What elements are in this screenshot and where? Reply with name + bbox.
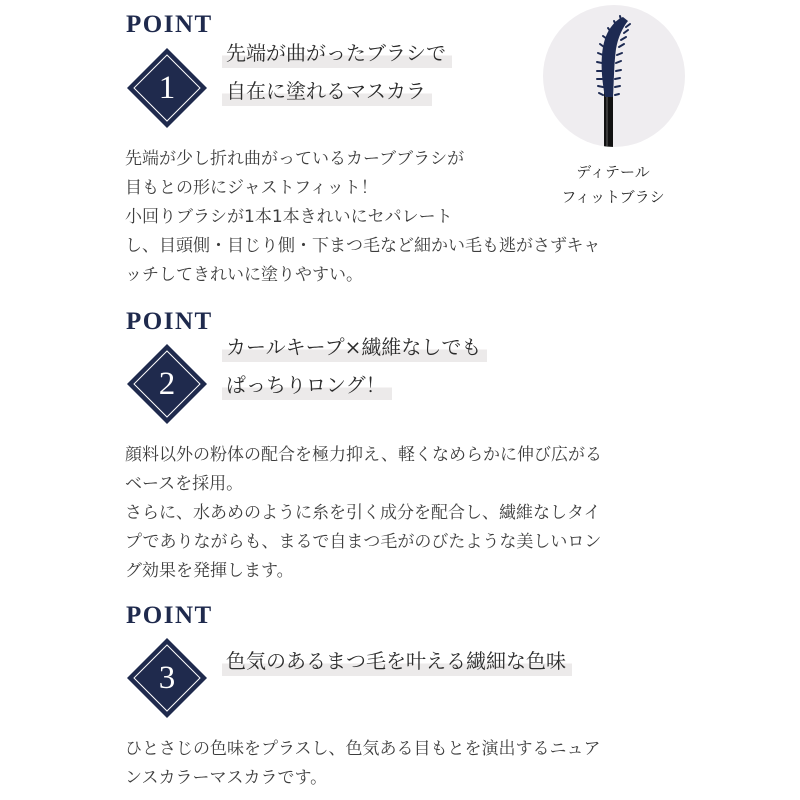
point-2-body-line: さらに、水あめのように糸を引く成分を配合し、繊維なしタイ xyxy=(125,503,601,523)
point-1-body-line: し、目頭側・目じり側・下まつ毛など細かい毛も逃がさずキャ xyxy=(125,236,601,256)
point-1-body xyxy=(125,145,600,290)
point-2-headline-line-1: カールキープ×繊維なしでも xyxy=(222,334,487,362)
point-1-body-line: 小回りブラシが1本1本きれいにセパレート xyxy=(125,207,453,227)
point-1-body-line: 目もとの形にジャストフィット！ xyxy=(125,178,378,198)
point-3-body-line: ンスカラーマスカラです。 xyxy=(125,768,328,788)
point-2-label: POINT xyxy=(126,308,213,335)
point-1-headline-line-2: 自在に塗れるマスカラ xyxy=(222,78,432,106)
mascara-brush-icon xyxy=(543,5,685,147)
point-1-label: POINT xyxy=(126,11,213,38)
point-2-body xyxy=(125,441,602,586)
point-2-badge xyxy=(125,342,209,426)
point-1-body-line: ッチしてきれいに塗りやすい。 xyxy=(125,265,363,285)
brush-caption-line-1: ディテール xyxy=(576,163,650,181)
brush-caption-line-2: フィットブラシ xyxy=(561,188,665,206)
point-3-badge xyxy=(125,636,209,720)
point-2-body-line: 顔料以外の粉体の配合を極力抑え、軽くなめらかに伸び広がる xyxy=(125,445,603,465)
point-1-headline-line-1: 先端が曲がったブラシで xyxy=(222,40,452,68)
point-2-body-line: ベースを採用。 xyxy=(125,474,244,494)
point-3-body-line: ひとさじの色味をプラスし、色気ある目もとを演出するニュア xyxy=(125,739,601,759)
point-2-body-line: グ効果を発揮します。 xyxy=(125,561,294,581)
point-1-number: 1 xyxy=(158,69,176,106)
point-3-label: POINT xyxy=(126,602,213,629)
brush-caption xyxy=(540,160,686,210)
point-3-body xyxy=(125,735,601,793)
point-1-badge xyxy=(125,46,209,130)
brush-image xyxy=(543,5,685,147)
point-3-number: 3 xyxy=(158,659,176,696)
point-2-number: 2 xyxy=(158,365,176,402)
point-2-body-line: プでありながらも、まるで自まつ毛がのびたような美しいロン xyxy=(125,532,602,552)
point-2-headline-line-2: ぱっちりロング！ xyxy=(222,372,392,400)
point-1-body-line: 先端が少し折れ曲がっているカーブブラシが xyxy=(125,149,465,169)
point-3-headline-line-1: 色気のあるまつ毛を叶える繊細な色味 xyxy=(222,648,572,676)
